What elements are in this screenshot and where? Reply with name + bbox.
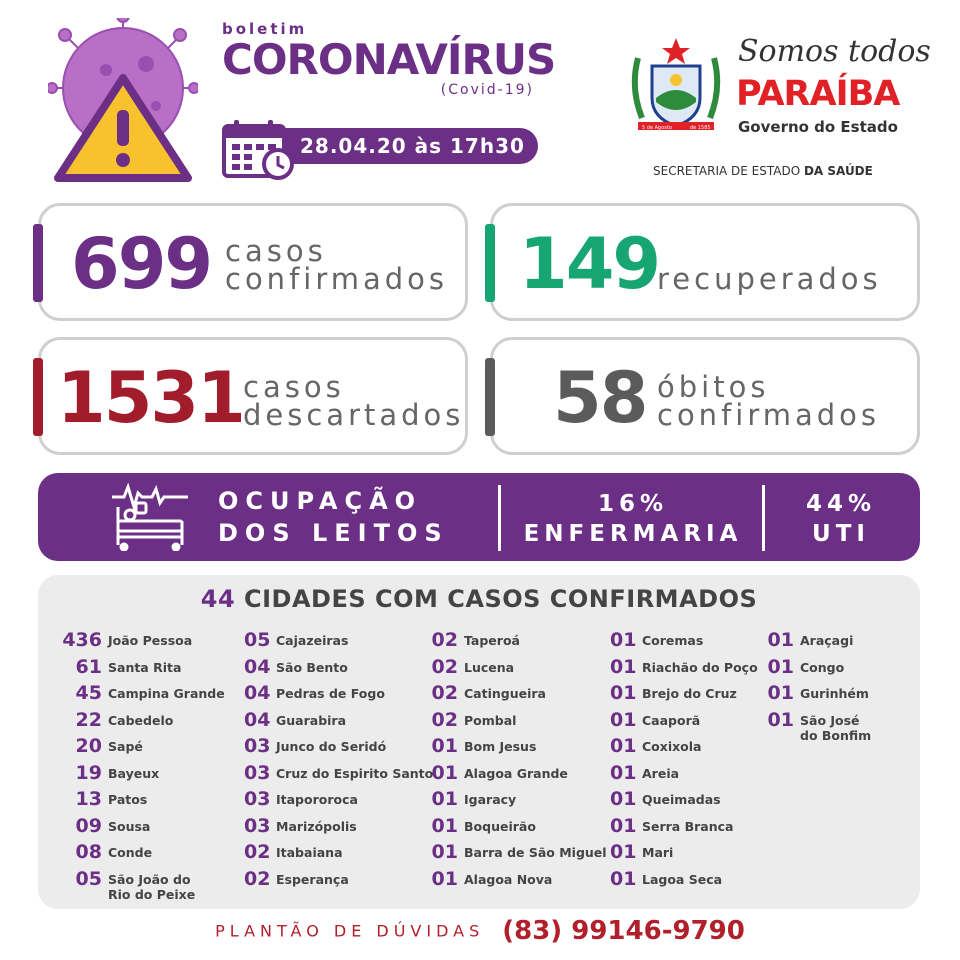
- recovered-label: recuperados: [657, 262, 882, 296]
- city-name-line1: João Pessoa: [108, 633, 193, 648]
- city-name: [276, 686, 385, 701]
- city-name-line1: Bayeux: [108, 765, 160, 781]
- city-name: [464, 766, 568, 781]
- deaths-count: 58: [553, 357, 647, 439]
- city-name: [642, 713, 700, 728]
- city-name: [642, 660, 758, 675]
- city-case-count: 05: [75, 867, 102, 890]
- city-name: [108, 633, 192, 648]
- city-case-count: 01: [767, 682, 794, 704]
- city-case-count: 01: [767, 629, 794, 651]
- city-case-count: 02: [431, 682, 458, 704]
- city-name: [108, 872, 195, 902]
- confirmed-label-line1: casos: [225, 234, 327, 268]
- city-case-count: 04: [244, 655, 271, 678]
- city-name-line1: Brejo do Cruz: [642, 686, 737, 701]
- city-name: [108, 660, 181, 675]
- city-case-count: 01: [610, 629, 637, 651]
- occupancy-title-line2: DOS LEITOS: [218, 519, 449, 547]
- city-name-line1: Taperoá: [464, 633, 520, 648]
- city-name-line2: do Bonfim: [800, 727, 872, 743]
- confirmed-accent-bar: [33, 224, 43, 302]
- city-name-line1: Junco do Seridó: [276, 739, 387, 754]
- city-case-count: 01: [610, 788, 637, 810]
- city-name-line1: Itapororoca: [276, 792, 358, 807]
- city-name-line1: Boqueirão: [464, 818, 536, 834]
- city-name-line1: Cruz do Espirito Santo: [276, 765, 434, 781]
- city-case-count: 03: [244, 761, 271, 784]
- hotline-label: PLANTÃO DE DÚVIDAS: [215, 921, 485, 941]
- city-case-count: 01: [431, 735, 458, 757]
- city-case-count: 01: [431, 814, 458, 837]
- city-case-count: 01: [610, 841, 637, 863]
- city-name: [108, 713, 173, 728]
- city-name-line1: Sousa: [108, 818, 151, 834]
- deaths-label-line2: confirmados: [657, 398, 881, 432]
- bed-occupancy-banner: [38, 473, 920, 561]
- city-case-count: 08: [75, 841, 102, 863]
- city-name-line1: Lagoa Seca: [642, 871, 723, 887]
- city-name: [276, 713, 346, 728]
- recovered-accent-bar: [485, 224, 495, 302]
- city-name-line1: Guarabira: [276, 712, 347, 728]
- city-name-line1: Lucena: [464, 659, 515, 675]
- state-emblem-icon: [628, 38, 724, 134]
- city-name-line1: Serra Branca: [642, 818, 734, 834]
- city-name: [464, 633, 520, 648]
- city-name: [276, 633, 348, 648]
- city-name-line1: Riachão do Poço: [642, 659, 758, 675]
- city-case-count: 01: [610, 814, 637, 837]
- city-name-line1: Igaracy: [464, 792, 517, 807]
- department-label: [653, 164, 873, 178]
- divider: [498, 485, 501, 551]
- city-name: [464, 819, 536, 834]
- divider: [762, 485, 765, 551]
- city-name-line1: Bom Jesus: [464, 739, 537, 754]
- city-name: [642, 872, 722, 887]
- city-name-line1: Barra de São Miguel: [464, 845, 607, 860]
- city-name: [276, 766, 433, 781]
- city-case-count: 20: [75, 735, 102, 757]
- city-case-count: 03: [244, 788, 271, 810]
- city-name-line1: Mari: [642, 845, 674, 860]
- city-name: [642, 819, 733, 834]
- city-name-line1: Cajazeiras: [276, 633, 349, 648]
- bulletin-kicker: boletim: [222, 20, 308, 38]
- city-case-count: 01: [767, 655, 794, 678]
- city-name-line1: Sapé: [108, 739, 143, 754]
- city-name: [642, 845, 673, 860]
- city-name: [108, 819, 150, 834]
- discarded-accent-bar: [33, 358, 43, 436]
- city-name: [108, 845, 152, 860]
- date-time: 28.04.20 às 17h30: [300, 134, 525, 158]
- deaths-accent-bar: [485, 358, 495, 436]
- emblem-right-text: de 1585: [690, 125, 711, 131]
- city-name: [464, 845, 607, 860]
- city-case-count: 03: [244, 735, 271, 757]
- city-name: [276, 660, 348, 675]
- city-name: [276, 872, 349, 887]
- city-name: [642, 766, 679, 781]
- city-case-count: 01: [610, 655, 637, 678]
- city-name: [642, 633, 703, 648]
- city-name-line1: Marizópolis: [276, 818, 357, 834]
- discarded-label-line1: casos: [243, 370, 345, 404]
- city-name-line1: Santa Rita: [108, 659, 182, 675]
- cities-count: 44: [200, 585, 236, 613]
- city-case-count: 45: [75, 682, 102, 704]
- city-name-line1: Caaporã: [642, 712, 701, 728]
- hotline-phone: (83) 99146-9790: [502, 916, 745, 946]
- city-name-line1: Pombal: [464, 712, 517, 728]
- city-name: [276, 845, 343, 860]
- icu-label: UTI: [812, 521, 870, 547]
- city-name-line1: Conde: [108, 845, 153, 860]
- city-name: [276, 739, 386, 754]
- confirmed-count: 699: [71, 223, 212, 305]
- deaths-card: [490, 337, 920, 455]
- department-bold: DA SAÚDE: [803, 164, 873, 178]
- city-name: [464, 686, 546, 701]
- city-case-count: 01: [610, 761, 637, 784]
- ward-occupancy: [518, 489, 748, 549]
- city-name: [800, 633, 853, 648]
- city-name: [108, 766, 159, 781]
- discarded-cases-card: [38, 337, 468, 455]
- city-name-line1: Catingueira: [464, 686, 546, 701]
- confirmed-cases-card: [38, 203, 468, 321]
- city-name-line1: Coremas: [642, 633, 704, 648]
- city-name-line1: Congo: [800, 659, 845, 675]
- city-name: [276, 792, 358, 807]
- city-name: [464, 872, 552, 887]
- ward-percent: 16%: [597, 491, 669, 517]
- city-name: [108, 686, 225, 701]
- ward-label: ENFERMARIA: [523, 521, 743, 547]
- city-case-count: 436: [62, 629, 102, 651]
- city-case-count: 02: [244, 841, 271, 863]
- city-name: [800, 660, 844, 675]
- city-case-count: 01: [767, 708, 794, 731]
- occupancy-title: [218, 485, 449, 549]
- city-name: [108, 792, 147, 807]
- city-case-count: 01: [431, 788, 458, 810]
- city-name: [108, 739, 143, 754]
- occupancy-title-line1: OCUPAÇÃO: [218, 487, 423, 515]
- city-case-count: 01: [610, 867, 637, 890]
- city-case-count: 02: [431, 655, 458, 678]
- city-name: [642, 792, 721, 807]
- city-name: [464, 713, 516, 728]
- city-case-count: 01: [431, 867, 458, 890]
- city-name-line1: Coxixola: [642, 739, 702, 754]
- state-name: PARAÍBA: [736, 74, 900, 114]
- city-name-line1: Araçagi: [800, 633, 854, 648]
- date-pill-bg: [262, 128, 538, 164]
- icu-percent: 44%: [805, 491, 877, 517]
- bulletin-title: CORONAVÍRUS: [222, 35, 556, 84]
- discarded-count: 1531: [57, 357, 244, 439]
- department-prefix: SECRETARIA DE ESTADO: [653, 164, 804, 178]
- city-name-line1: Itabaiana: [276, 845, 343, 860]
- hospital-bed-icon: [110, 483, 190, 551]
- city-case-count: 01: [431, 841, 458, 863]
- virus-warning-icon: [48, 18, 198, 188]
- city-name: [464, 660, 514, 675]
- city-case-count: 04: [244, 708, 271, 731]
- city-name: [800, 686, 869, 701]
- city-name: [276, 819, 357, 834]
- city-case-count: 02: [431, 629, 458, 651]
- city-name-line1: Alagoa Nova: [464, 871, 553, 887]
- city-name-line1: Campina Grande: [108, 686, 225, 701]
- city-name-line1: Esperança: [276, 871, 349, 887]
- city-name: [464, 739, 536, 754]
- bulletin-title-block: [222, 20, 556, 98]
- icu-occupancy: [776, 489, 906, 549]
- cities-panel: [38, 575, 920, 909]
- city-case-count: 02: [244, 867, 271, 890]
- city-name-line1: Cabedelo: [108, 712, 174, 728]
- city-case-count: 01: [610, 735, 637, 757]
- confirmed-label-line2: confirmados: [225, 262, 449, 296]
- city-name-line1: Gurinhém: [800, 686, 869, 701]
- cities-heading: [38, 585, 920, 613]
- government-label: Governo do Estado: [738, 118, 898, 136]
- city-name: [800, 713, 871, 743]
- recovered-card: [490, 203, 920, 321]
- city-name-line1: São João do: [108, 871, 191, 887]
- deaths-label-line1: óbitos: [657, 370, 770, 404]
- city-case-count: 09: [75, 814, 102, 837]
- city-name-line2: Rio do Peixe: [108, 886, 196, 902]
- city-case-count: 22: [75, 708, 102, 731]
- slogan: Somos todos: [738, 34, 931, 69]
- city-name-line1: Alagoa Grande: [464, 765, 568, 781]
- bulletin-subtitle: (Covid-19): [440, 82, 534, 98]
- discarded-label-line2: descartados: [243, 398, 465, 432]
- city-name-line1: Pedras de Fogo: [276, 686, 385, 701]
- city-case-count: 01: [610, 682, 637, 704]
- city-name-line1: Queimadas: [642, 792, 721, 807]
- recovered-count: 149: [519, 223, 660, 305]
- city-case-count: 61: [75, 655, 102, 678]
- city-name-line1: Patos: [108, 792, 148, 807]
- city-name-line1: São José: [800, 712, 860, 728]
- hotline: [0, 916, 960, 946]
- city-case-count: 04: [244, 682, 271, 704]
- city-case-count: 01: [610, 708, 637, 731]
- city-name-line1: Areia: [642, 765, 680, 781]
- city-case-count: 13: [75, 788, 102, 810]
- city-name: [642, 686, 737, 701]
- city-case-count: 19: [75, 761, 102, 784]
- city-case-count: 05: [244, 629, 271, 651]
- calendar-clock-icon: [222, 120, 292, 176]
- emblem-left-text: 5 de Agosto: [642, 125, 672, 131]
- city-case-count: 03: [244, 814, 271, 837]
- city-name: [642, 739, 701, 754]
- government-branding: [620, 30, 931, 185]
- city-case-count: 01: [431, 761, 458, 784]
- city-case-count: 02: [431, 708, 458, 731]
- city-name-line1: São Bento: [276, 659, 348, 675]
- cities-heading-text: CIDADES COM CASOS CONFIRMADOS: [235, 585, 758, 613]
- date-badge: [222, 120, 540, 172]
- city-name: [464, 792, 516, 807]
